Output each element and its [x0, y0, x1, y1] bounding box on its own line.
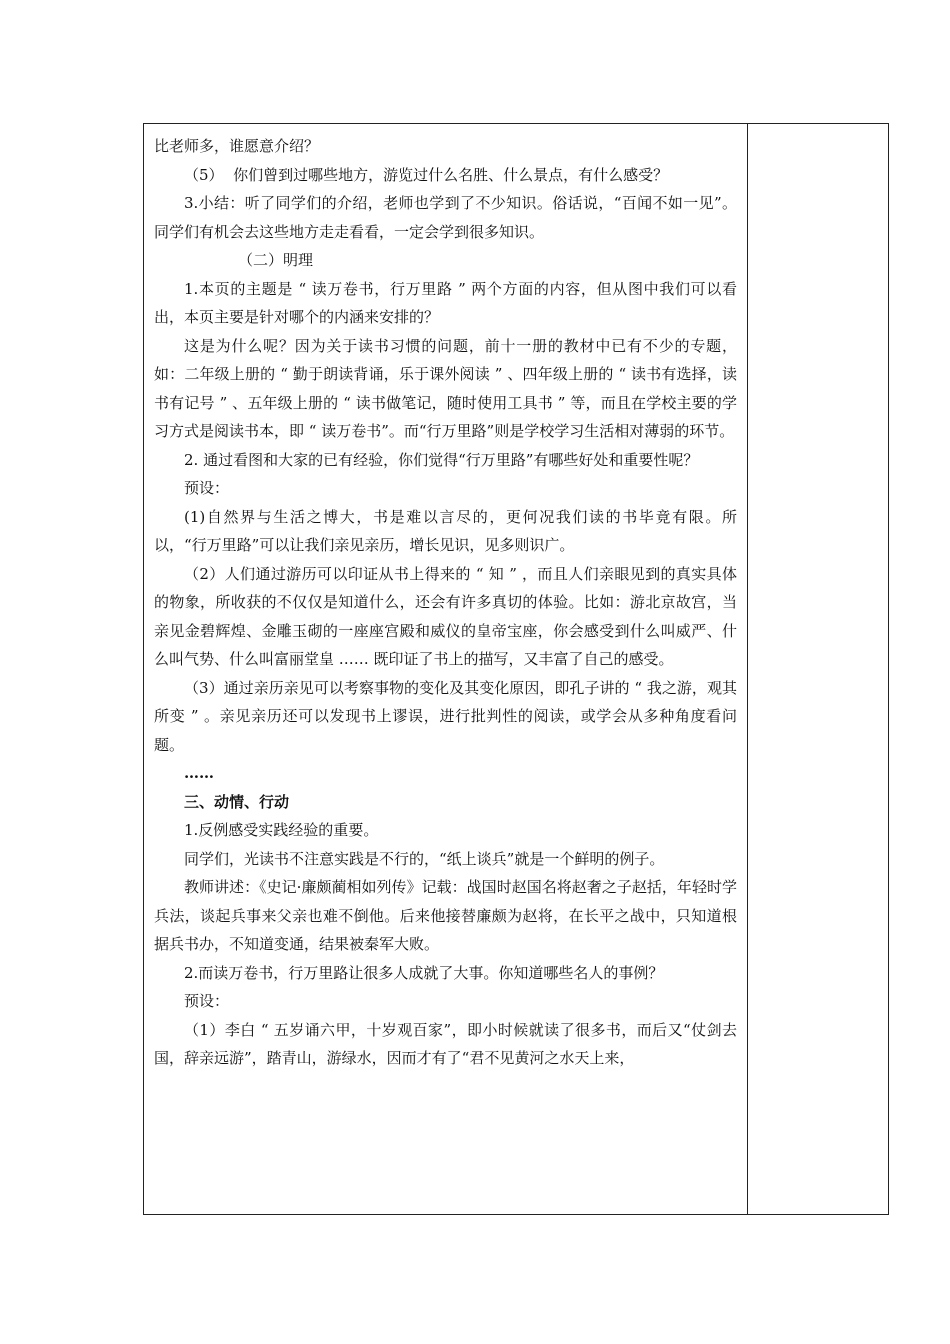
section-heading: 三、动情、行动	[184, 792, 290, 811]
paragraph: 教师讲述：《史记·廉颇蔺相如列传》记载：战国时赵国名将赵奢之子赵括，年轻时学兵法，谈起兵事来父亲也难不倒他。后来他接替廉颇为赵将，在长平之战中，只知道根据兵书办，不知道变通，结果被秦军大败。	[154, 878, 737, 953]
paragraph: (1)自然界与生活之博大，书是难以言尽的，更何况我们读的书毕竟有限。所以，“行万里路”可以让我们亲见亲历，增长见识，见多则识广。	[154, 507, 737, 554]
paragraph: 这是为什么呢？因为关于读书习惯的问题，前十一册的教材中已有不少的专题，如：二年级上册的 “ 勤于朗读背诵，乐于课外阅读 ” 、四年级上册的 “ 读书有选择，读书有记号 ” 、五年级上册的 “ 读书做笔记，随时使用工具书 ” 等，而且在学校主要的学习方式是阅读书本，即 “ 读万卷书”。而“行万里路”则是学校学习生活相对薄弱的环节。	[154, 336, 737, 440]
paragraph: 预设：	[184, 479, 230, 497]
paragraph: （二）明理	[238, 251, 314, 269]
paragraph: （5） 你们曾到过哪些地方，游览过什么名胜、什么景点，有什么感受？	[184, 165, 669, 184]
paragraph: 2. 通过看图和大家的已有经验，你们觉得“行万里路”有哪些好处和重要性呢？	[184, 450, 699, 469]
lesson-plan-table	[143, 123, 889, 1215]
paragraph: 2.而读万卷书，行万里路让很多人成就了大事。你知道哪些名人的事例？	[184, 963, 664, 982]
paragraph: （3）通过亲历亲见可以考察事物的变化及其变化原因，即孔子讲的 “ 我之游，观其所变 ” 。亲见亲历还可以发现书上谬误，进行批判性的阅读，或学会从多种角度看问题。	[154, 678, 737, 754]
paragraph: 预设：	[184, 992, 230, 1010]
notes-cell	[748, 124, 888, 1214]
paragraph: ……	[184, 764, 214, 782]
lesson-content-cell	[144, 124, 747, 1214]
paragraph: 比老师多，谁愿意介绍？	[154, 137, 320, 155]
paragraph: （2）人们通过游历可以印证从书上得来的 “ 知 ” ，而且人们亲眼见到的真实具体的物象，所收获的不仅仅是知道什么，还会有许多真切的体验。比如：游北京故宫，当亲见金碧辉煌、金雕玉砌的一座座宫殿和威仪的皇帝宝座，你会感受到什么叫威严、什么叫气势、什么叫富丽堂皇 …… 既印证了书上的描写，又丰富了自己的感受。	[154, 564, 737, 668]
paragraph: 1.本页的主题是 “ 读万卷书，行万里路 ” 两个方面的内容，但从图中我们可以看出，本页主要是针对哪个的内涵来安排的？	[154, 279, 737, 326]
paragraph: 3.小结：听了同学们的介绍，老师也学到了不少知识。俗话说，“百闻不如一见”。同学们有机会去这些地方走走看看，一定会学到很多知识。	[154, 194, 737, 241]
paragraph: （1）李白 “ 五岁诵六甲，十岁观百家”，即小时候就读了很多书，而后又“仗剑去国，辞亲远游”，踏青山，游绿水，因而才有了“君不见黄河之水天上来，	[154, 1020, 737, 1067]
paragraph: 1.反例感受实践经验的重要。	[184, 821, 379, 839]
paragraph: 同学们，光读书不注意实践是不行的，“纸上谈兵”就是一个鲜明的例子。	[184, 849, 665, 868]
